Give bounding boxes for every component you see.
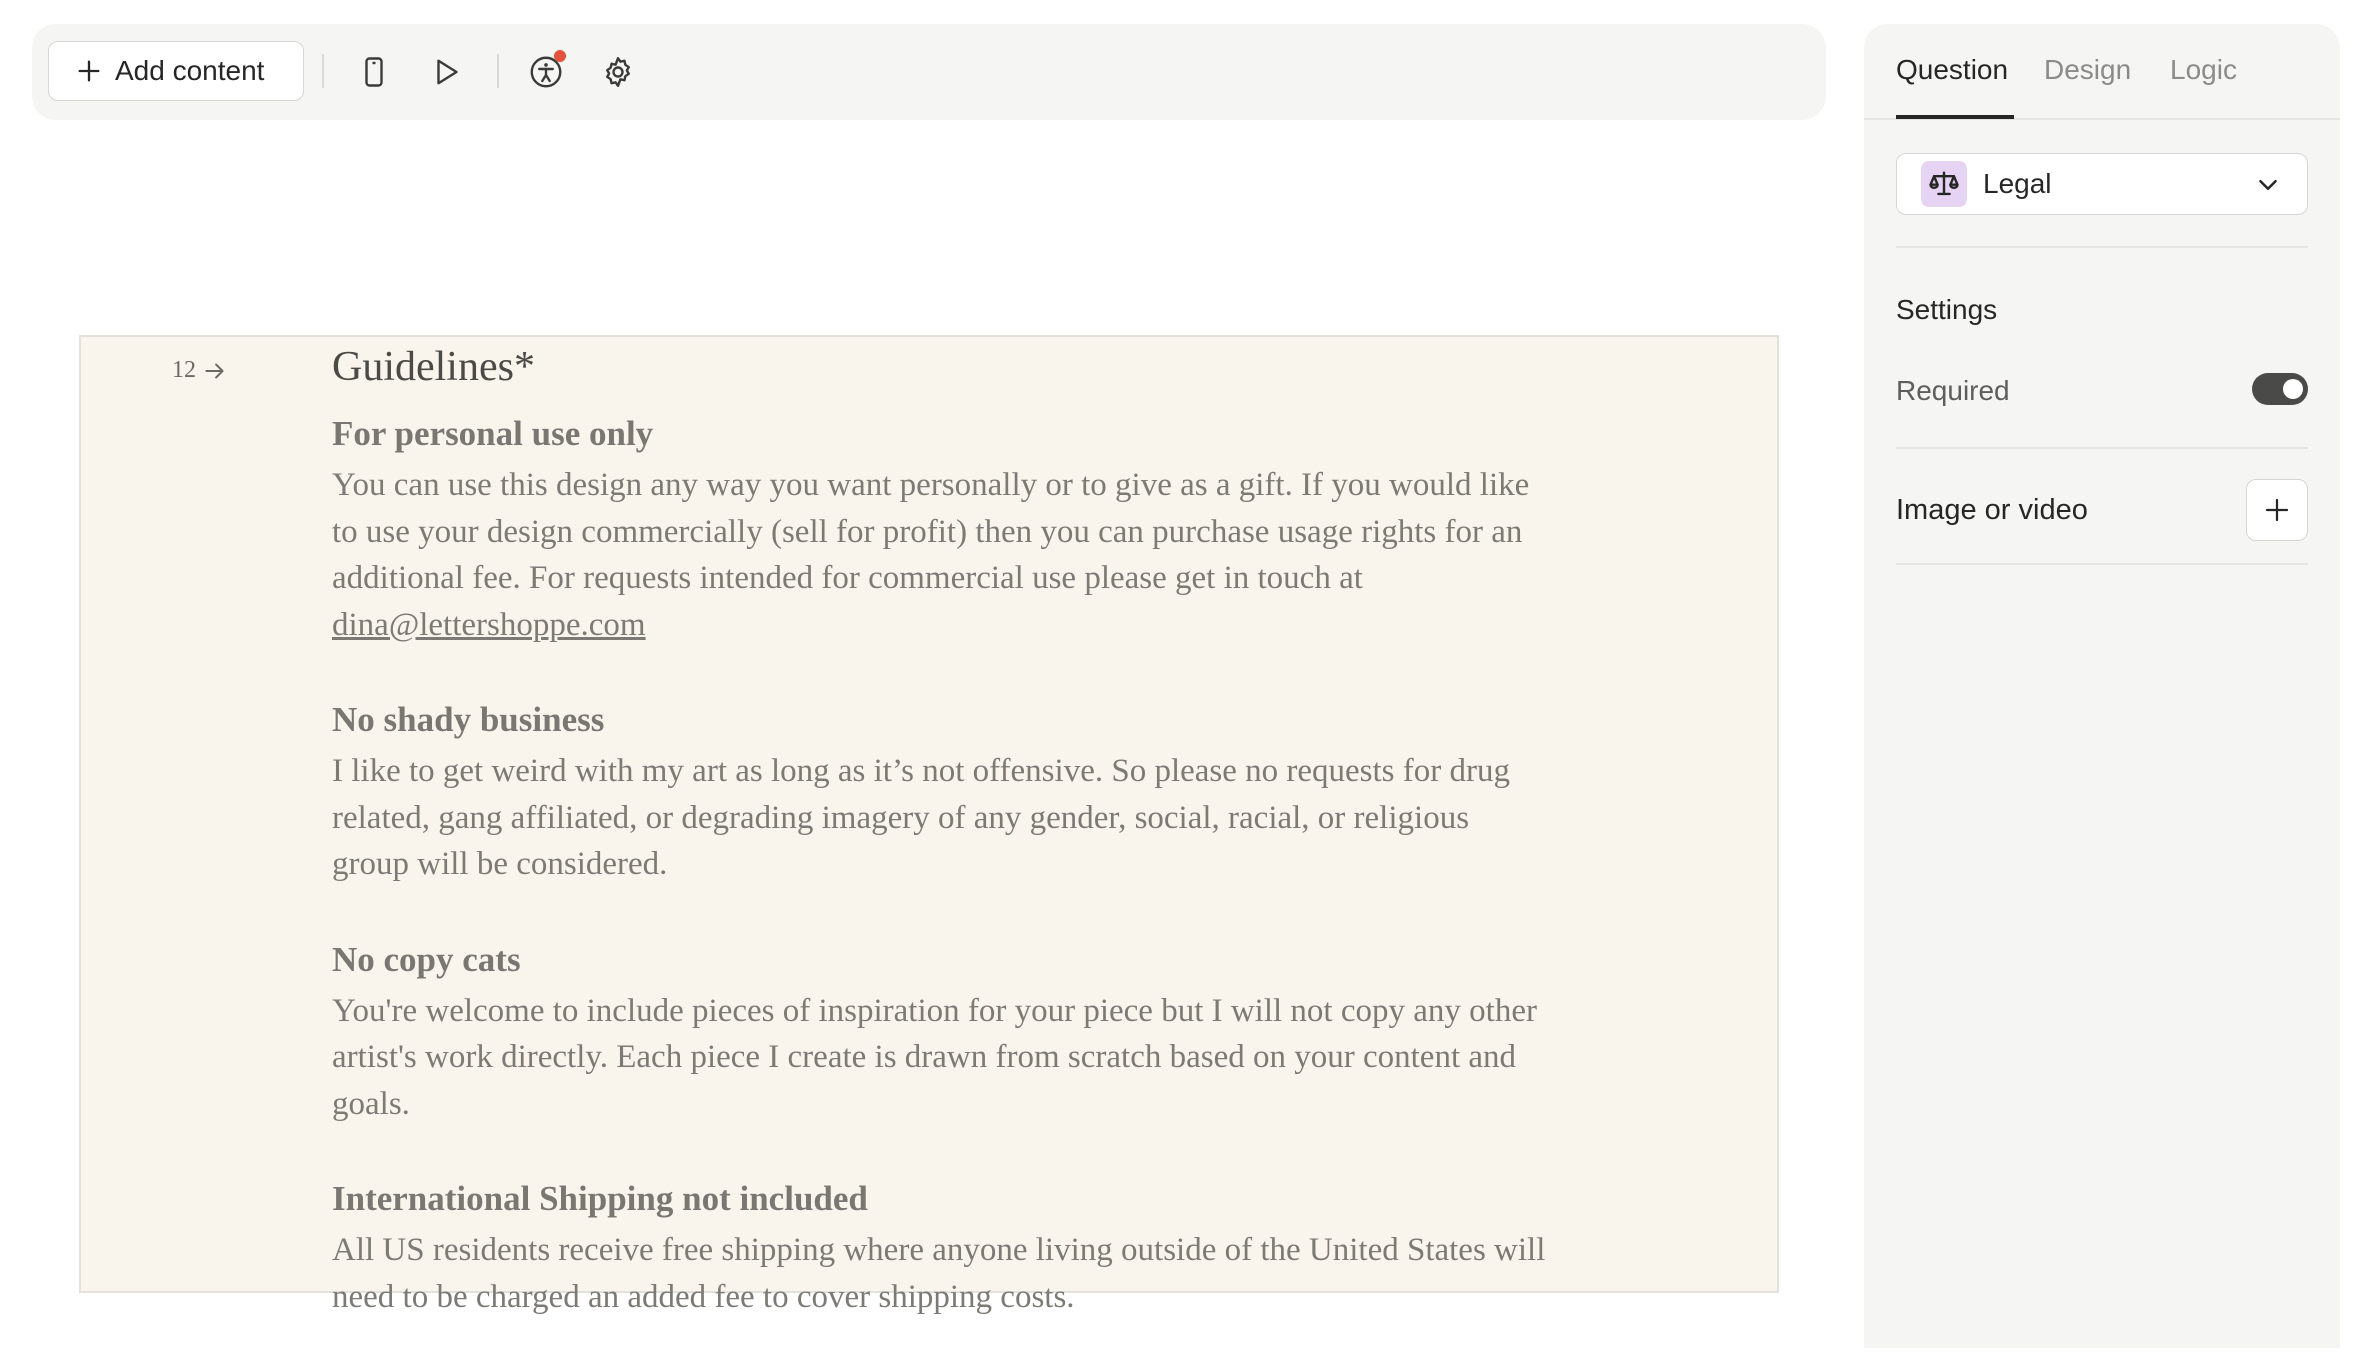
section-body [332, 462, 1552, 648]
notification-dot [554, 50, 566, 62]
add-media-button[interactable] [2246, 479, 2308, 541]
section-heading: No shady business [332, 700, 605, 739]
panel-divider [1896, 563, 2308, 565]
section-body: All US residents receive free shipping where anyone living outside of the United States will need to be charged an added fee to cover shipping costs. [332, 1232, 1546, 1315]
settings-heading: Settings [1896, 294, 1998, 325]
editor-toolbar [32, 24, 1826, 120]
image-or-video-label: Image or video [1896, 494, 2088, 526]
required-toggle[interactable] [2252, 373, 2308, 405]
tab-logic[interactable]: Logic [2170, 54, 2237, 85]
section-body: You're welcome to include pieces of inspiration for your piece but I will not copy any other artist's work directly. Each piece I create is drawn from scratch based on your content and goals. [332, 992, 1537, 1122]
guideline-section [332, 692, 1552, 888]
tab-question[interactable]: Question [1896, 54, 2009, 85]
mobile-preview-button[interactable] [354, 52, 394, 92]
panel-tabs [1864, 24, 2340, 120]
plus-icon [75, 57, 103, 85]
scales-icon [1927, 167, 1961, 201]
section-heading: For personal use only [332, 414, 654, 453]
question-title[interactable]: Guidelines* [332, 344, 535, 390]
panel-divider [1896, 447, 2308, 449]
active-tab-indicator [1896, 115, 2014, 119]
arrow-right-icon [202, 358, 228, 384]
preview-play-button[interactable] [426, 52, 466, 92]
question-type-label: Legal [1983, 168, 2052, 199]
tab-design[interactable]: Design [2044, 54, 2132, 85]
accessibility-button[interactable] [526, 52, 566, 92]
form-settings-button[interactable] [598, 52, 638, 92]
panel-divider [1896, 246, 2308, 248]
chevron-down-icon [2253, 170, 2283, 200]
add-content-label: Add content [115, 55, 265, 86]
section-body-text: You can use this design any way you want personally or to give as a gift. If you would like to use your design commercially (sell for profit) then you can purchase usage rights for an additional fee. For requests intended for commercial use please get in touch at [332, 467, 1530, 596]
question-number [172, 357, 228, 384]
guideline-section [332, 932, 1552, 1128]
section-heading: International Shipping not included [332, 1179, 868, 1218]
plus-icon [2262, 495, 2292, 525]
question-type-badge [1921, 161, 1967, 207]
guideline-section [332, 1171, 1552, 1320]
play-icon [428, 54, 464, 90]
toggle-knob [2283, 379, 2303, 399]
question-settings-panel [1864, 24, 2340, 1348]
question-type-select[interactable] [1896, 153, 2308, 215]
toolbar-divider [322, 54, 324, 88]
settings-gear-icon [600, 54, 636, 90]
question-description[interactable] [332, 406, 1552, 1364]
question-number-label: 12 [172, 357, 196, 383]
mobile-preview-icon [356, 54, 392, 90]
guideline-section [332, 406, 1552, 648]
toolbar-divider [497, 54, 499, 88]
section-body: I like to get weird with my art as long as it’s not offensive. So please no requests for drug related, gang affiliated, or degrading imagery of any gender, social, racial, or religious group will be considered. [332, 753, 1510, 882]
required-label: Required [1896, 375, 2010, 406]
add-content-button[interactable] [48, 41, 304, 101]
email-link[interactable]: dina@lettershoppe.com [332, 606, 646, 643]
section-heading: No copy cats [332, 939, 521, 979]
